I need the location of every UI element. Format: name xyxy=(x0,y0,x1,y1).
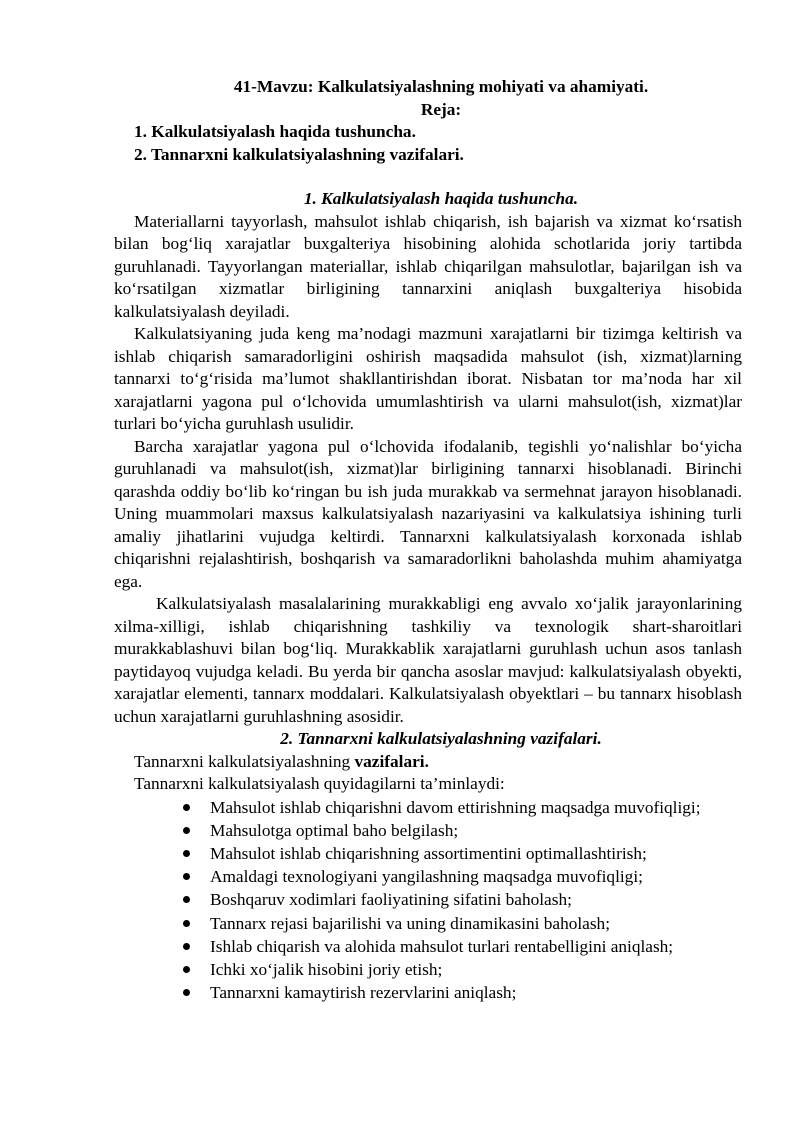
tasks-line-bold: vazifalari. xyxy=(354,751,429,771)
bullet-icon xyxy=(183,966,190,973)
tasks-intro: Tannarxni kalkulatsiyalash quyidagilarni ta’minlaydi: xyxy=(134,774,505,793)
list-item xyxy=(114,865,742,888)
section-1-paragraph-4: Kalkulatsiyalash masalalarining murakkabligi eng avvalo xo‘jalik jarayonlarining xilma-xilligi, ishlab chiqarishning tashkiliy va texnologik shart-sharoitlari murakkablashuvi bilan bog‘liq. Murakkablik xarajatlarni guruhlash uchun asos tanlash paytidayoq vujudga keladi. Bu yerda bir qancha asoslar mavjud: kalkulatsiyalash obyekti, xarajatlar elementi, tannarx moddalari. Kalkulatsiyalash obyektlari – bu tannarx hisoblash uchun xarajatlarni guruhlashning asosidir. xyxy=(114,594,742,726)
section-1-paragraph-3: Barcha xarajatlar yagona pul o‘lchovida ifodalanib, tegishli yo‘nalishlar bo‘yicha guruhlanadi va mahsulot(ish, xizmat)lar birligining tannarxi hisoblanadi. Birinchi qarashda oddiy bo‘lib ko‘ringan bu ish juda murakkab va sermehnat jarayon hisoblanadi. Uning muammolari maxsus kalkulatsiyalash nazariyasini va kalkulatsiya ishining turli amaliy jihatlarini vujudga keltirdi. Tannarxni kalkulatsiyalash korxonada ishlab chiqarishni rejalashtirish, boshqarish va samaradorlikni baholashda muhim ahamiyatga ega. xyxy=(114,436,742,591)
list-item-text: Mahsulot ishlab chiqarishning assortimentini optimallashtirish; xyxy=(210,843,647,863)
section-2-heading: 2. Tannarxni kalkulatsiyalashning vazifalari. xyxy=(280,729,602,748)
list-item xyxy=(114,935,742,958)
document-title: 41-Mavzu: Kalkulatsiyalashning mohiyati va ahamiyati. xyxy=(233,77,649,96)
list-item-text: Amaldagi texnologiyani yangilashning maqsadga muvofiqligi; xyxy=(210,867,643,887)
list-item-text: Ichki xo‘jalik hisobini joriy etish; xyxy=(210,959,443,979)
list-item xyxy=(114,888,742,911)
list-item-text: Tannarx rejasi bajarilishi va uning dinamikasini baholash; xyxy=(210,913,610,933)
list-item-text: Boshqaruv xodimlari faoliyatining sifatini baholash; xyxy=(210,890,572,910)
plan-item-2: 2. Tannarxni kalkulatsiyalashning vazifalari. xyxy=(134,144,464,164)
bullet-icon xyxy=(183,850,190,857)
list-item xyxy=(114,842,742,865)
bullet-icon xyxy=(183,804,190,811)
tasks-line xyxy=(114,751,742,774)
bullet-icon xyxy=(183,943,190,950)
list-item-text: Mahsulot ishlab chiqarishni davom ettirishning maqsadga muvofiqligi; xyxy=(210,797,701,817)
list-item xyxy=(114,912,742,935)
list-item-text: Ishlab chiqarish va alohida mahsulot turlari rentabelligini aniqlash; xyxy=(210,936,674,956)
section-1-heading: 1. Kalkulatsiyalash haqida tushuncha. xyxy=(303,189,579,208)
list-item xyxy=(114,958,742,981)
list-item xyxy=(114,981,742,1004)
list-item-text: Mahsulotga optimal baho belgilash; xyxy=(210,820,459,840)
list-item xyxy=(114,819,742,842)
bullet-icon xyxy=(183,896,190,903)
tasks-bullet-list xyxy=(114,796,742,1005)
bullet-icon xyxy=(183,989,190,996)
bullet-icon xyxy=(183,873,190,880)
list-item xyxy=(114,796,742,819)
document-page xyxy=(114,76,742,1004)
spacer xyxy=(114,166,742,188)
list-item-text: Tannarxni kamaytirish rezervlarini aniqlash; xyxy=(210,983,517,1003)
bullet-icon xyxy=(183,920,190,927)
plan-label: Reja: xyxy=(420,99,462,119)
plan-item-1: 1. Kalkulatsiyalash haqida tushuncha. xyxy=(134,122,416,141)
tasks-line-prefix: Tannarxni kalkulatsiyalashning xyxy=(134,751,355,771)
bullet-icon xyxy=(183,827,190,834)
section-1-paragraph-2: Kalkulatsiyaning juda keng ma’nodagi mazmuni xarajatlarni bir tizimga keltirish va ishlab chiqarish samaradorligini oshirish maqsadida mahsulot (ish, xizmat)larning tannarxi to‘g‘risida ma’lumot shakllantirishdan iborat. Nisbatan tor ma’noda har xil xarajatlarni yagona pul o‘lchovida umumlashtirish va ularni mahsulot(ish, xizmat)lar turlari bo‘yicha guruhlash usulidir. xyxy=(114,324,742,433)
section-1-paragraph-1: Materiallarni tayyorlash, mahsulot ishlab chiqarish, ish bajarish va xizmat ko‘rsatish bilan bog‘liq xarajatlar buxgalteriya hisobining alohida schotlarida joriy tartibda guruhlanadi. Tayyorlangan materiallar, ishlab chiqarilgan mahsulotlar, bajarilgan ish va ko‘rsatilgan xizmatlar birligining tannarxini aniqlash buxgalteriya hisobida kalkulatsiyalash deyiladi. xyxy=(114,211,742,321)
